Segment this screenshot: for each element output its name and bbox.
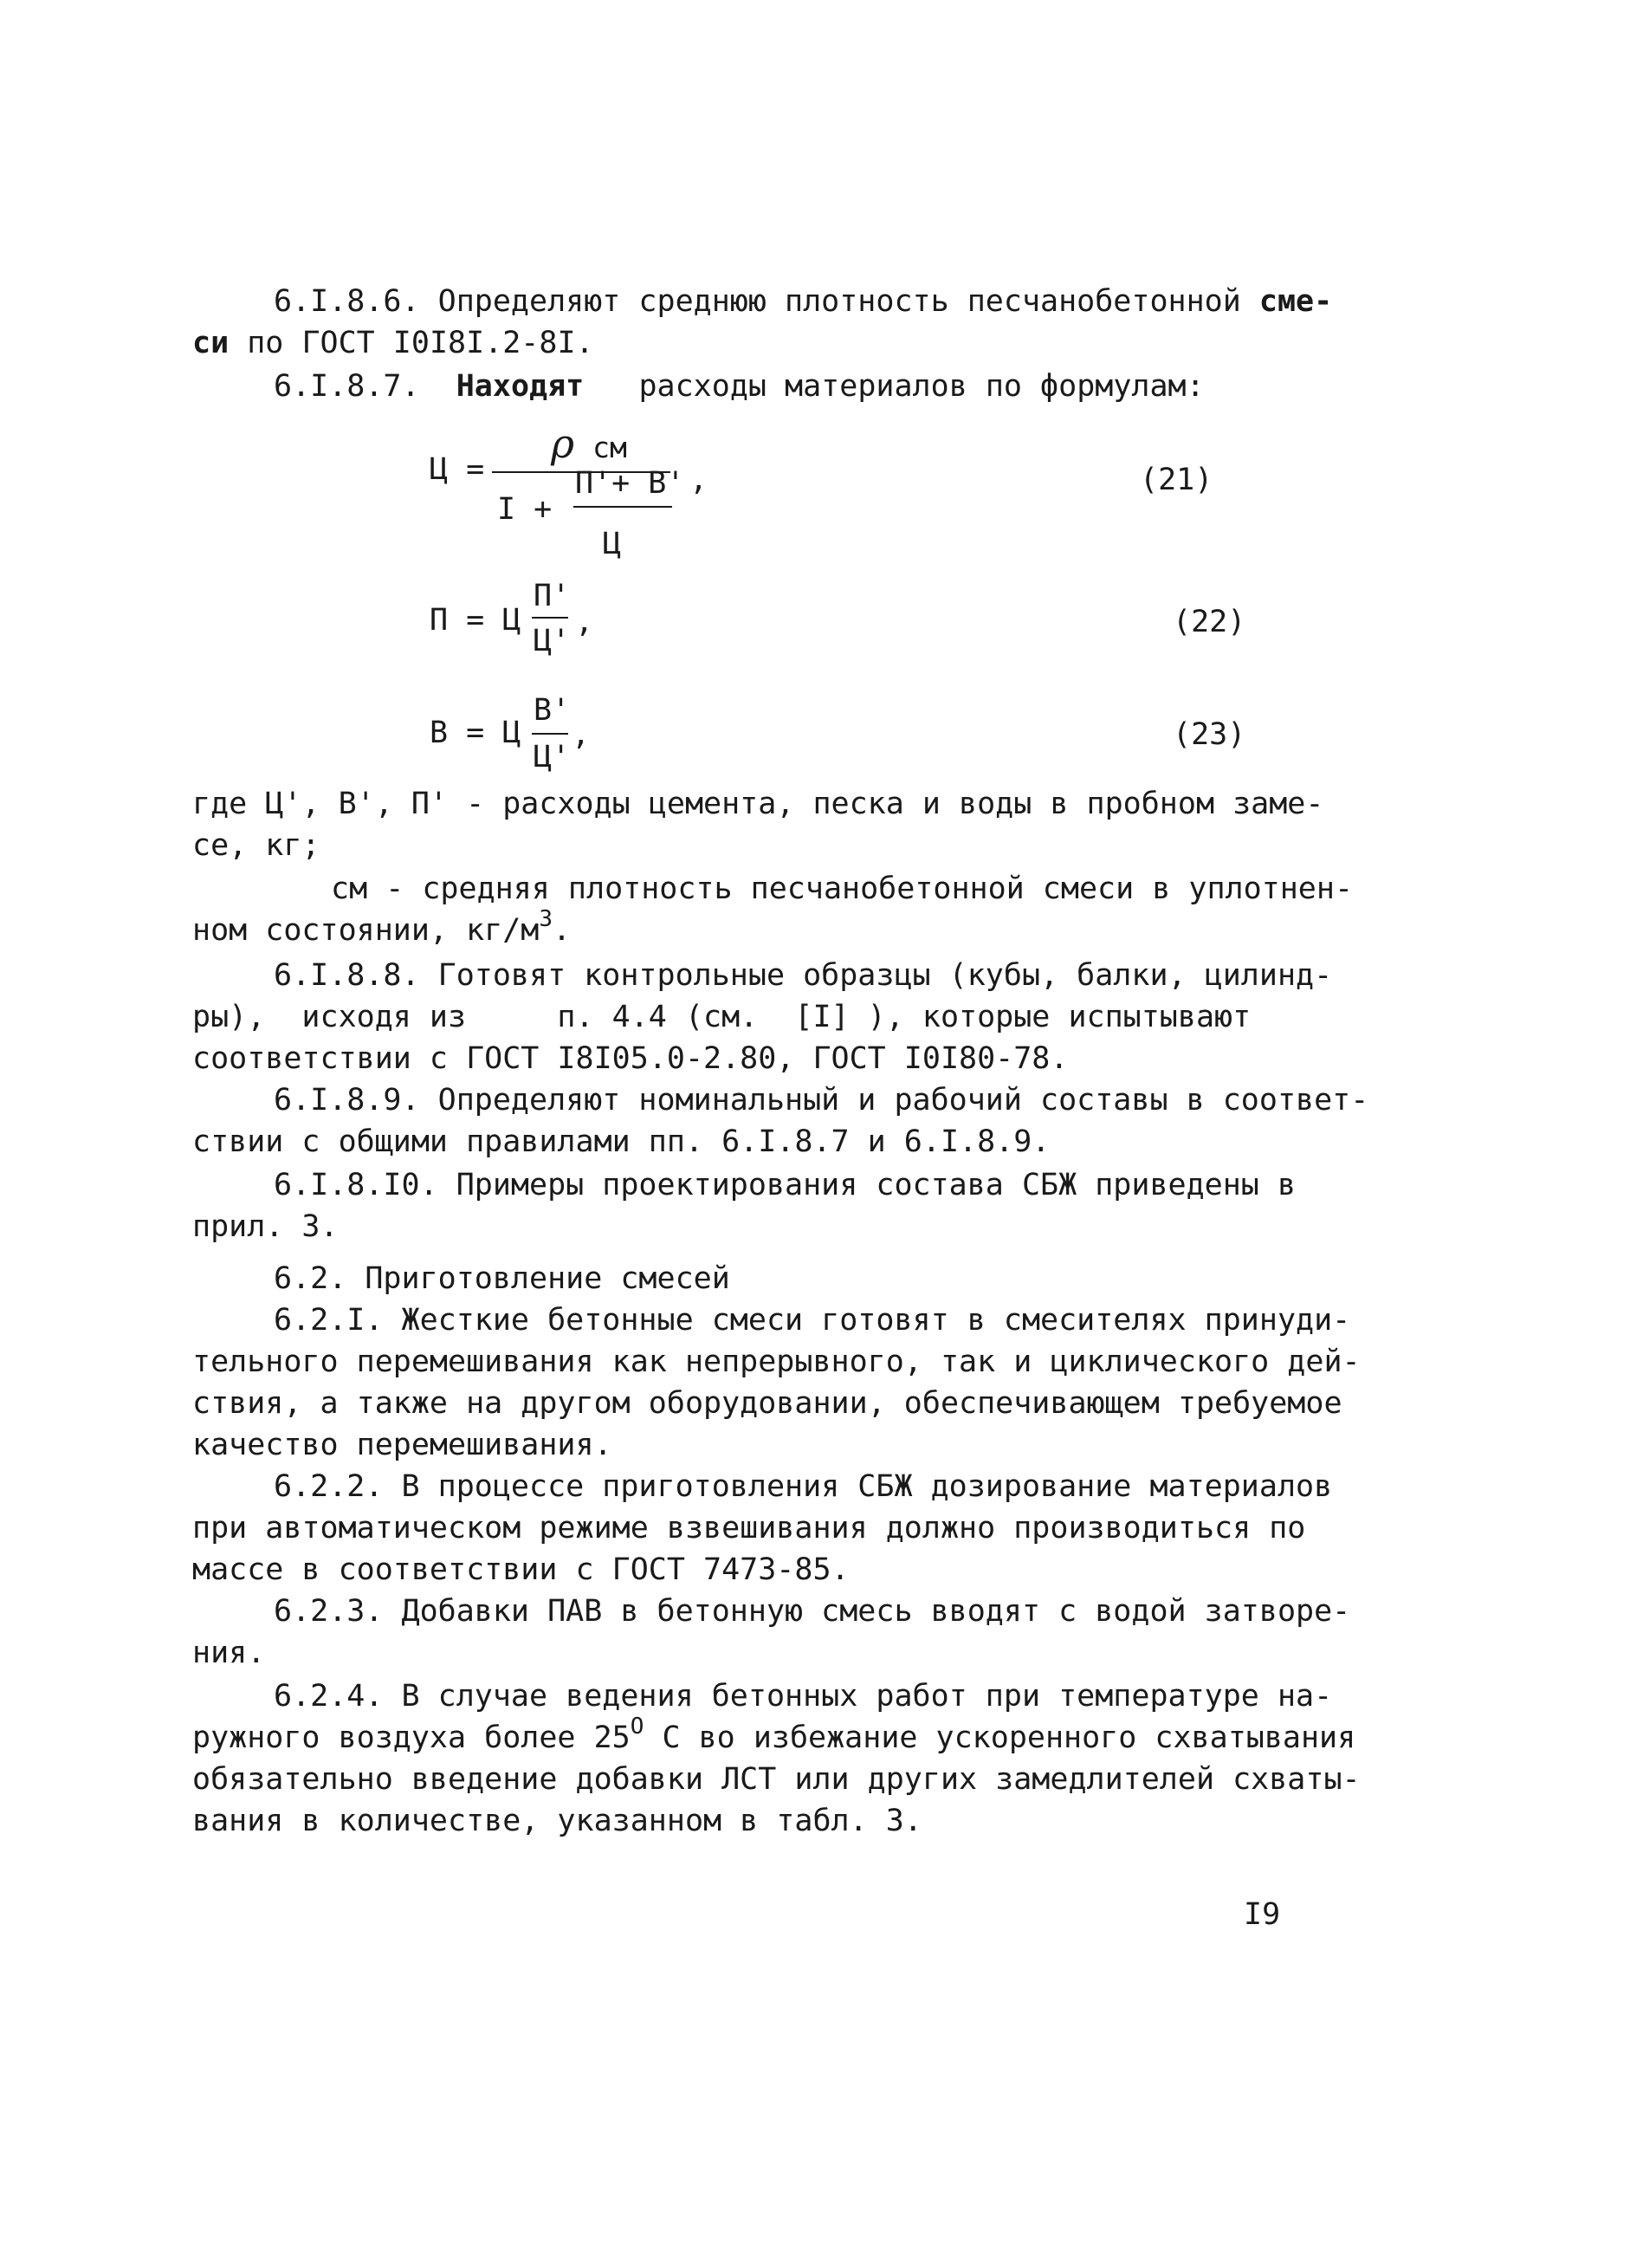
paragraph-6-2-1-line-1: 6.2.I. Жесткие бетонные смеси готовят в смесителях принуди- [274,1303,1351,1338]
formula-21-number: (21) [1140,463,1213,497]
formula-22-lhs: П = Ц [430,603,521,638]
where-line-3: см - средняя плотность песчанобетонной смеси в уплотнен- [331,872,1354,906]
text-bold: си [192,326,230,360]
paragraph-6-1-8-10-line-1: 6.I.8.I0. Примеры проектирования состава СБЖ приведены в [274,1168,1297,1202]
formula-22-numerator: П' [534,579,571,613]
paragraph-6-2-2-line-1: 6.2.2. В процессе приготовления СБЖ дозирование материалов [274,1469,1333,1504]
paragraph-6-2-1-line-4: качество перемешивания. [192,1428,612,1462]
text: ном состоянии, кг/м [192,913,540,948]
paragraph-6-2-4-line-4: вания в количестве, указанном в табл. 3. [192,1804,922,1838]
formula-21-inner-numerator: П'+ В' [575,466,685,501]
paragraph-6-2-4-line-3: обязательно введение добавки ЛСТ или других замедлителей схваты- [192,1762,1361,1797]
paragraph-6-2-2-line-2: при автоматическом режиме взвешивания должно производиться по [192,1511,1306,1545]
where-line-4 [192,906,572,954]
formula-21-comma: , [689,463,708,497]
text: 6.I.8.6. Определяют среднюю плотность песчанобетонной [274,284,1259,319]
text: С во избежание ускоренного схватывания [644,1720,1356,1755]
paragraph-6-1-8-8-line-1: 6.I.8.8. Готовят контрольные образцы (кубы, балки, цилинд- [274,958,1333,993]
where-line-2: се, кг; [192,828,320,863]
formula-23-comma: , [572,717,591,752]
formula-21-denominator-one: I + [497,492,553,527]
paragraph-6-1-8-9-line-1: 6.I.8.9. Определяют номинальный и рабочий составы в соответ- [274,1083,1369,1118]
paragraph-6-1-8-10-line-2: прил. 3. [192,1209,339,1244]
formula-21-inner-fraction-bar [573,506,672,508]
rho-symbol: ρ [551,420,575,467]
formula-21-lhs: Ц = [430,452,485,487]
superscript: 3 [539,906,553,932]
formula-23-number: (23) [1173,717,1246,752]
paragraph-6-1-8-6-line-1 [274,281,1332,322]
paragraph-6-2-3-line-2: ния. [192,1636,266,1670]
text: расходы материалов по формулам: [638,369,1205,404]
formula-23-numerator: В' [534,693,571,728]
paragraph-6-2-2-line-3: массе в соответствии с ГОСТ 7473-85. [192,1552,850,1587]
paragraph-6-1-8-9-line-2: ствии с общими правилами пп. 6.I.8.7 и 6.I.8.9. [192,1124,1051,1159]
formula-22-fraction-bar [532,617,568,619]
formula-23-lhs: В = Ц [430,716,521,750]
page-number: I9 [1244,1897,1281,1932]
paragraph-6-1-8-7 [274,366,1205,407]
formula-22-denominator: Ц' [534,624,571,658]
text: . [553,913,572,948]
paragraph-6-2-4-line-2 [192,1714,1356,1761]
rho-subscript: см [592,431,627,464]
formula-23-fraction-bar [532,733,568,735]
paragraph-6-2-1-line-2: тельного перемешивания как непрерывного, так и циклического дей- [192,1345,1361,1379]
paragraph-6-2-3-line-1: 6.2.3. Добавки ПАВ в бетонную смесь вводят с водой затворе- [274,1594,1351,1629]
paragraph-6-1-8-8-line-2: ры), исходя из п. 4.4 (см. [I] ), которые испытывают [192,1000,1252,1034]
where-line-1: где Ц', В', П' - расходы цемента, песка и воды в пробном заме- [192,787,1324,821]
text: ружного воздуха более 25 [192,1720,631,1755]
text-bold: Находят [456,369,585,404]
section-heading-6-2: 6.2. Приготовление смесей [274,1261,730,1296]
paragraph-6-1-8-6-line-2 [192,322,594,364]
degree-superscript: O [630,1714,644,1740]
clause-number: 6.I.8.7. [274,369,420,404]
formula-22-comma: , [575,605,594,639]
formula-22-number: (22) [1173,605,1246,639]
formula-21-inner-denominator: Ц [603,527,622,561]
formula-23-denominator: Ц' [534,740,571,774]
text-bold: сме- [1258,284,1333,319]
paragraph-6-1-8-8-line-3: соответствии с ГОСТ I8I05.0-2.80, ГОСТ I0I80-78. [192,1041,1069,1076]
paragraph-6-2-1-line-3: ствия, а также на другом оборудовании, обеспечивающем требуемое [192,1386,1342,1421]
paragraph-6-2-4-line-1: 6.2.4. В случае ведения бетонных работ при температуре на- [274,1679,1333,1714]
text: по ГОСТ I0I8I.2-8I. [229,326,594,360]
